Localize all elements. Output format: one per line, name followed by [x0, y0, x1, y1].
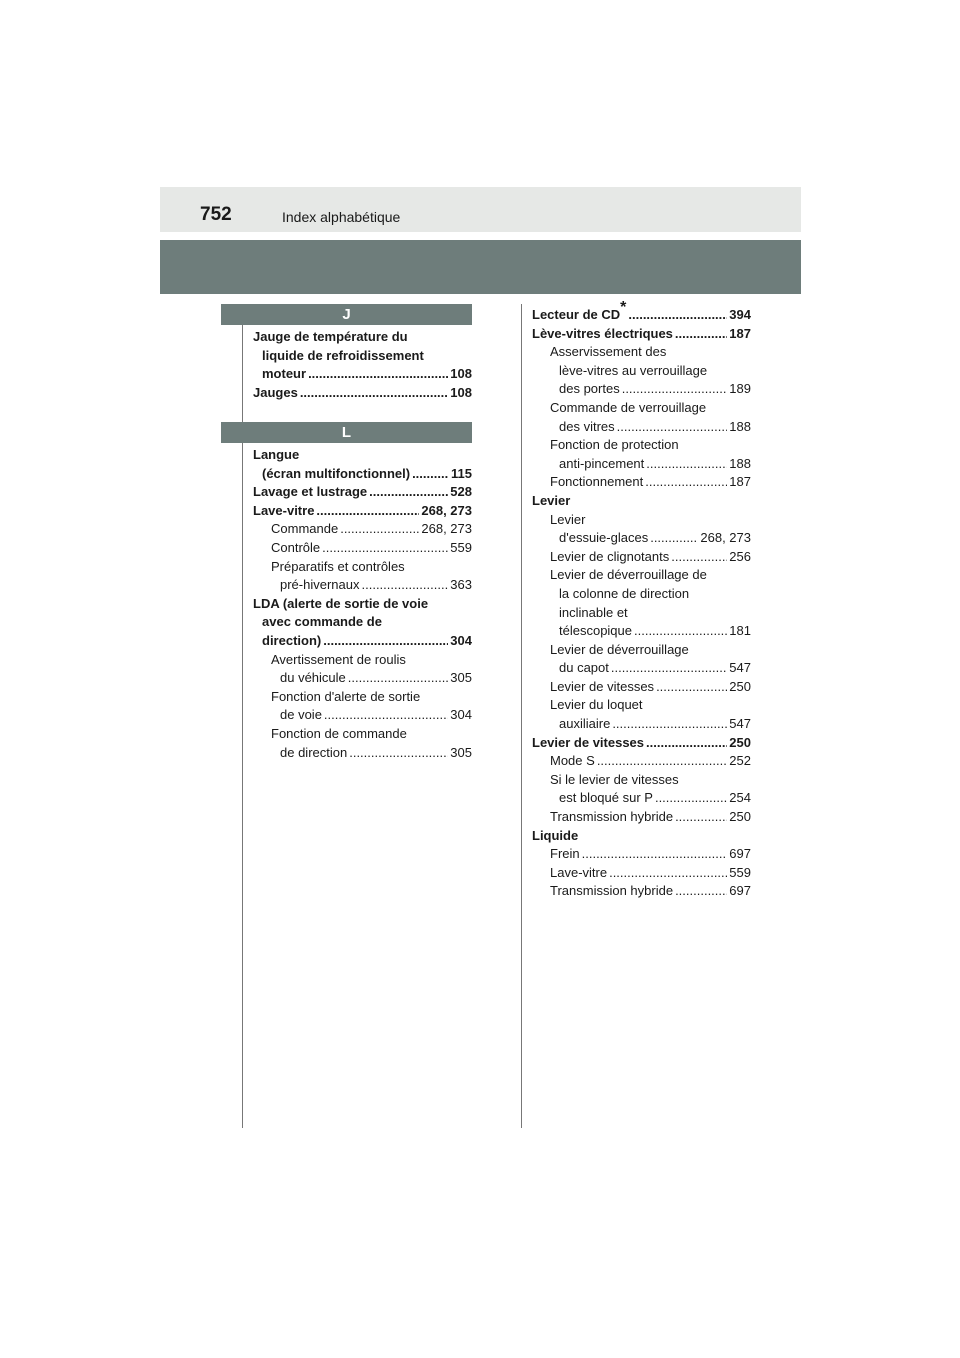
- index-subentry: Frein ..... 697: [532, 845, 751, 864]
- page-ref: 187: [729, 325, 751, 341]
- page-ref: 305: [450, 670, 472, 686]
- index-column-right: [532, 299, 751, 901]
- header-bar: [160, 187, 801, 232]
- index-subentry: Levier de vitesses ..... 250: [532, 678, 751, 697]
- page-ref: 304: [450, 632, 472, 648]
- index-subentry: Levier du loquet auxiliaire ..... 547: [532, 696, 751, 733]
- index-subentry: Levier d'essuie-glaces ..... 268, 273: [532, 511, 751, 548]
- index-entry: Liquide: [532, 827, 579, 843]
- index-subentry: Fonction d'alerte de sortie de voie ..... 304: [253, 688, 472, 725]
- header-band: [160, 240, 801, 294]
- index-entry: Levier: [532, 492, 571, 508]
- page-ref: 250: [729, 678, 751, 694]
- page-ref: 189: [729, 381, 751, 397]
- page-ref: 559: [729, 864, 751, 880]
- index-entry: Lave-vitre ..... 268, 273: [253, 502, 472, 521]
- page-ref: 697: [729, 846, 751, 862]
- index-group-l: [253, 446, 472, 762]
- page-ref: 547: [729, 660, 751, 676]
- index-subentry: Commande ..... 268, 273: [253, 520, 472, 539]
- page-ref: 254: [729, 790, 751, 806]
- index-entry: Lève-vitres électriques ..... 187: [532, 325, 751, 344]
- page-ref: 547: [729, 716, 751, 732]
- page-ref: 394: [729, 307, 751, 322]
- page-ref: 108: [450, 384, 472, 400]
- page-title: Index alphabétique: [282, 209, 401, 225]
- index-subentry: Transmission hybride ..... 697: [532, 882, 751, 901]
- index-entry: Lavage et lustrage ..... 528: [253, 483, 472, 502]
- page-ref: 250: [729, 809, 751, 825]
- index-subentry: Levier de déverrouillage de la colonne de direction inclinable et télescopique ..... 181: [532, 566, 751, 640]
- page-ref: 250: [729, 734, 751, 750]
- index-subentry: Levier de clignotants ..... 256: [532, 548, 751, 567]
- index-subentry: Commande de verrouillage des vitres ..... 188: [532, 399, 751, 436]
- page-ref: 181: [729, 623, 751, 639]
- index-subentry: Fonction de commande de direction ..... 305: [253, 725, 472, 762]
- page-ref: 528: [450, 484, 472, 500]
- index-entry: Jauge de température du liquide de refroidissement moteur ..... 108: [253, 328, 472, 384]
- index-subentry: Préparatifs et contrôles pré-hivernaux ..... 363: [253, 558, 472, 595]
- index-subentry: Fonctionnement ..... 187: [532, 473, 751, 492]
- index-entry: Lecteur de CD* ..... 394: [532, 306, 751, 325]
- page-number: 752: [200, 204, 232, 225]
- page-ref: 115: [451, 465, 472, 481]
- index-subentry: Levier de déverrouillage du capot ..... 547: [532, 641, 751, 678]
- index-entry: Levier de vitesses ..... 250: [532, 734, 751, 753]
- index-subentry: Contrôle ..... 559: [253, 539, 472, 558]
- section-letter-j: J: [221, 304, 472, 325]
- page-ref: 256: [729, 548, 751, 564]
- index-subentry: Avertissement de roulis du véhicule ..... 305: [253, 651, 472, 688]
- page-ref: 268, 273: [421, 521, 472, 537]
- index-subentry: Transmission hybride ..... 250: [532, 808, 751, 827]
- page-ref: 559: [450, 539, 472, 555]
- page-ref: 305: [450, 744, 472, 760]
- index-subentry: Fonction de protection anti-pincement ..... 188: [532, 436, 751, 473]
- page-ref: 304: [450, 707, 472, 723]
- index-subentry: Si le levier de vitesses est bloqué sur P ..... 254: [532, 771, 751, 808]
- footnote-mark: *: [620, 299, 627, 316]
- index-subentry: Asservissement des lève-vitres au verrouillage des portes ..... 189: [532, 343, 751, 399]
- index-subentry: Mode S ..... 252: [532, 752, 751, 771]
- index-subentry: Lave-vitre ..... 559: [532, 864, 751, 883]
- page-ref: 188: [729, 418, 751, 434]
- right-column-rule: [521, 304, 522, 1128]
- page-ref: 252: [729, 753, 751, 769]
- page-ref: 363: [450, 577, 472, 593]
- page-ref: 268, 273: [700, 530, 751, 546]
- index-entry: LDA (alerte de sortie de voie avec commande de direction) ..... 304: [253, 595, 472, 651]
- index-group-j: [253, 328, 472, 402]
- page-ref: 697: [729, 883, 751, 899]
- index-entry: Jauges ..... 108: [253, 384, 472, 403]
- page-ref: 268, 273: [421, 502, 472, 518]
- page-ref: 187: [729, 474, 751, 490]
- section-letter-l: L: [221, 422, 472, 443]
- index-entry: Langue (écran multifonctionnel) ..... 115: [253, 446, 472, 483]
- page-ref: 108: [450, 366, 472, 382]
- page-ref: 188: [729, 455, 751, 471]
